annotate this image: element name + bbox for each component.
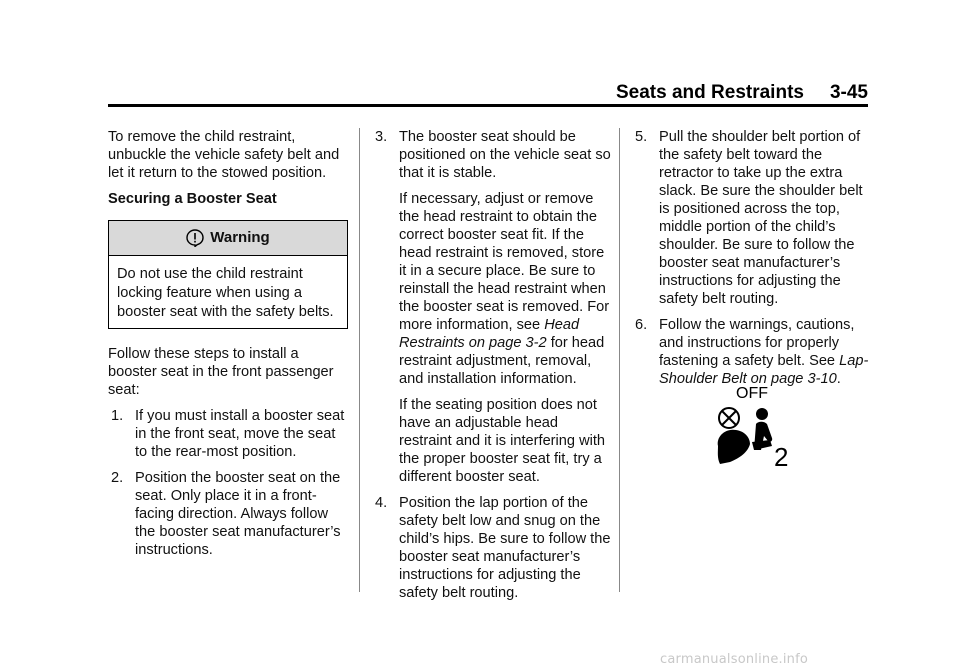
- step-number: 2.: [111, 470, 124, 486]
- step-number: 1.: [111, 408, 124, 424]
- paragraph-text: If necessary, adjust or remove the head restraint to obtain the correct booster seat fit. If the head restraint is removed, store it in a secure place. Be sure to reinstall the head restraint when the booster seat is removed. For more information, see: [399, 191, 610, 333]
- column-1: [108, 128, 348, 567]
- occupant-head: [756, 408, 768, 420]
- passenger-airbag-off-icon: [712, 384, 792, 470]
- step-5: [632, 128, 872, 308]
- airbag-shape: [718, 430, 750, 464]
- head-restraint-paragraph: [372, 190, 612, 388]
- step-text: Follow the warnings, cautions, and instructions for properly fastening a safety belt. See: [659, 317, 855, 369]
- warning-body: Do not use the child restraint locking feature when using a booster seat with the safety belts.: [117, 266, 334, 320]
- warning-box: [108, 220, 348, 329]
- page-number: 3-45: [829, 82, 868, 103]
- step-2: [108, 469, 348, 559]
- step-1: [108, 407, 348, 461]
- header-rule: [108, 104, 868, 107]
- column-divider: [359, 128, 360, 592]
- paragraph-text: for head restraint adjustment, removal, and installation information.: [399, 335, 605, 387]
- step-number: 5.: [635, 129, 648, 145]
- seat-number: 2: [774, 442, 789, 470]
- airbag-off-label: OFF: [736, 385, 768, 402]
- seating-position-paragraph: If the seating position does not have an adjustable head restraint and it is interfering with the proper booster seat fit, try a different booster seat.: [399, 397, 606, 485]
- column-3: [632, 128, 872, 396]
- step-text: Position the booster seat on the seat. Only place it in a front-facing direction. Always follow the booster seat manufacturer’s instructions.: [135, 470, 341, 558]
- step-6: [632, 316, 872, 388]
- column-2: [372, 128, 612, 610]
- step-text: .: [836, 371, 841, 387]
- head-restraints-reference[interactable]: Head Restraints on page 3-2: [399, 317, 580, 351]
- step-text: If you must install a booster seat in the front seat, move the seat to the rear-most position.: [135, 408, 345, 460]
- intro-paragraph: To remove the child restraint, unbuckle the vehicle safety belt and let it return to the stowed position.: [108, 129, 340, 181]
- page-header: [108, 82, 868, 104]
- step-text: The booster seat should be positioned on the vehicle seat so that it is stable.: [399, 129, 611, 181]
- warning-icon: [186, 229, 204, 247]
- step-text: Position the lap portion of the safety belt low and snug on the child’s hips. Be sure to follow the booster seat manufacturer’s instructions for adjusting the safety belt routing.: [399, 495, 611, 601]
- follow-paragraph: Follow these steps to install a booster seat in the front passenger seat:: [108, 346, 334, 398]
- section-title: Seats and Restraints: [616, 82, 804, 103]
- lap-shoulder-belt-reference[interactable]: Lap-Shoulder Belt on page 3-10: [659, 353, 869, 387]
- warning-header: [109, 221, 347, 256]
- step-number: 6.: [635, 317, 648, 333]
- step-text: Pull the shoulder belt portion of the safety belt toward the retractor to take up the extra slack. Be sure the shoulder belt is positioned across the top, middle portion of the child’s shoulder. Be sure to follow the booster seat manufacturer’s instructions for adjusting the safety belt routing.: [659, 129, 863, 307]
- step-number: 4.: [375, 495, 388, 511]
- section-heading: Securing a Booster Seat: [108, 191, 277, 207]
- step-3: [372, 128, 612, 182]
- step-number: 3.: [375, 129, 388, 145]
- watermark: carmanualsonline.info: [660, 652, 809, 667]
- column-divider: [619, 128, 620, 592]
- step-4: [372, 494, 612, 602]
- warning-title: Warning: [210, 229, 270, 246]
